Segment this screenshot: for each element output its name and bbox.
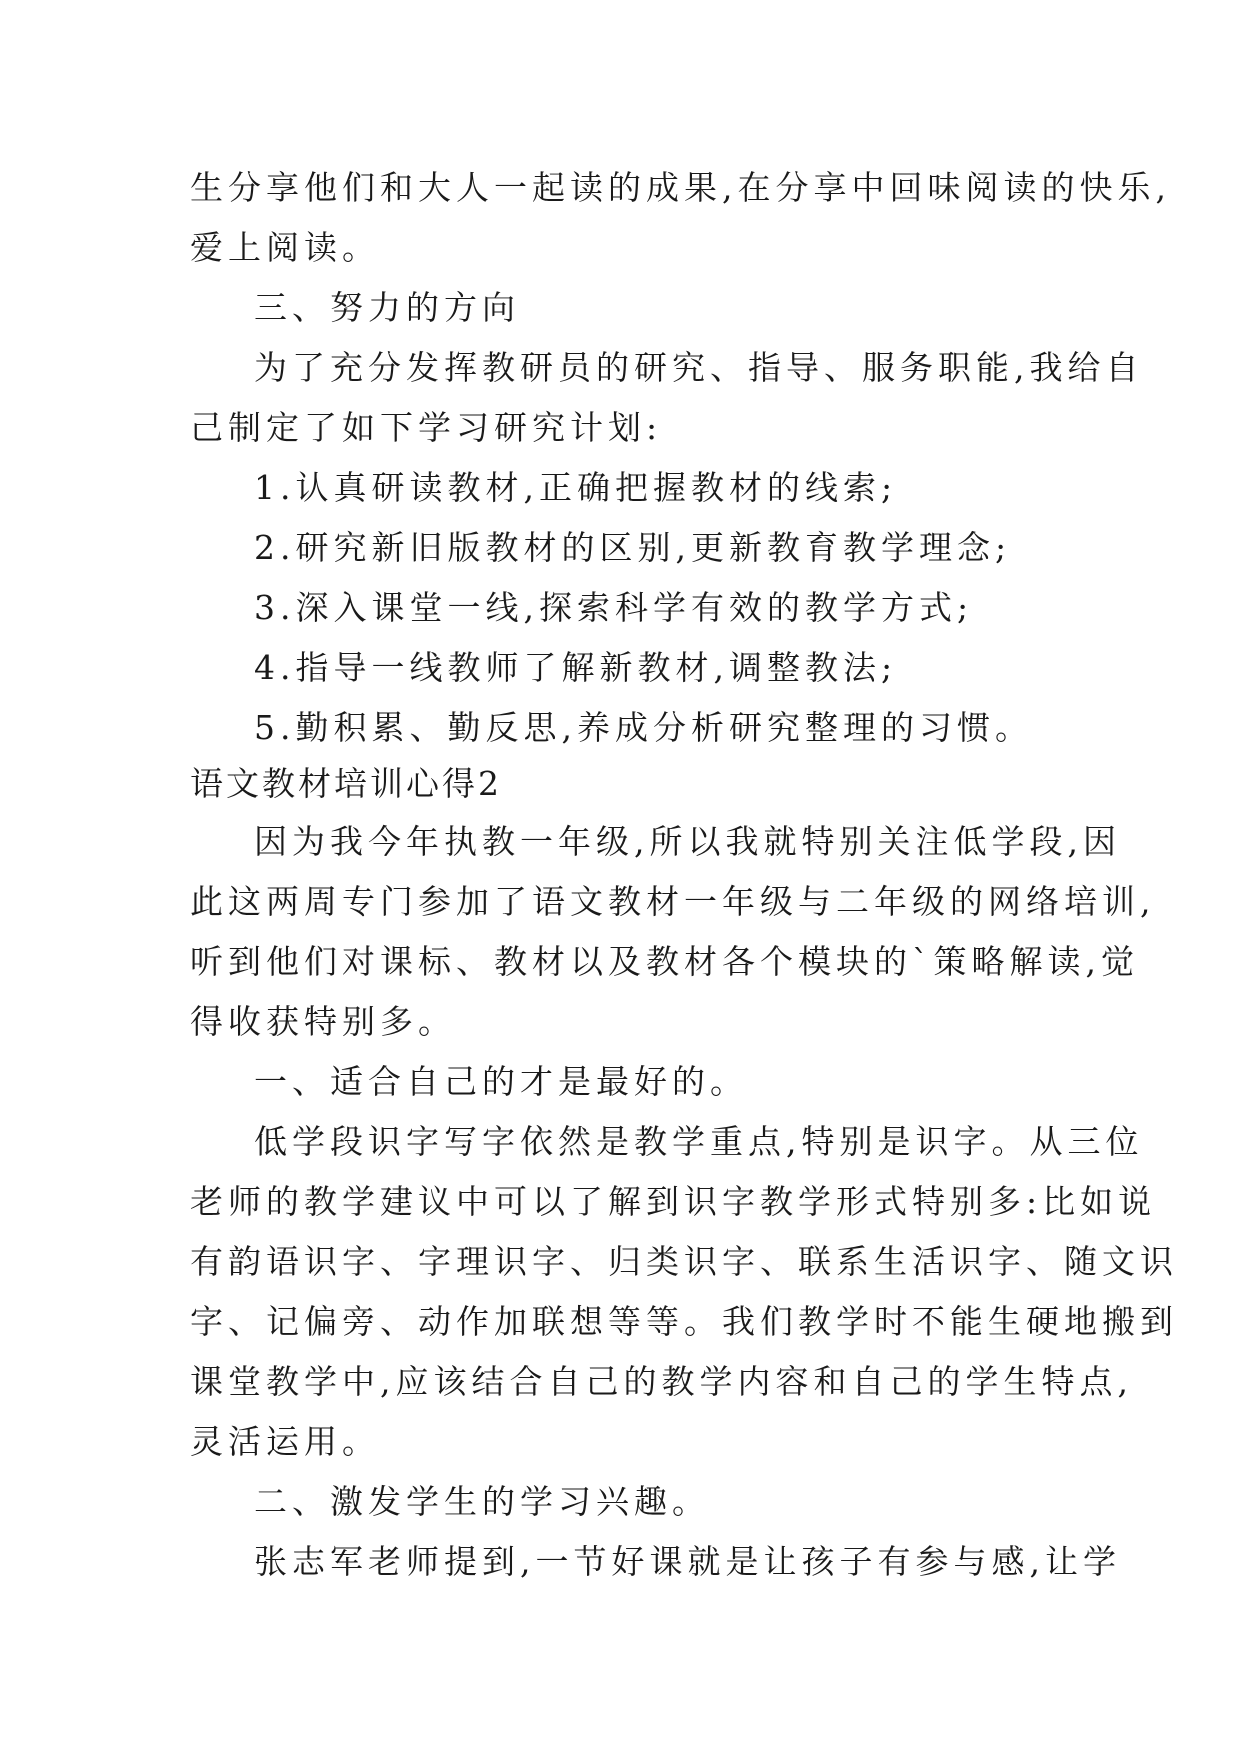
paragraph-line: 有韵语识字、字理识字、归类识字、联系生活识字、随文识 xyxy=(190,1242,1178,1281)
paragraph-line: 生分享他们和大人一起读的成果,在分享中回味阅读的快乐, xyxy=(190,168,1171,207)
paragraph-line: 字、记偏旁、动作加联想等等。我们教学时不能生硬地搬到 xyxy=(190,1302,1178,1341)
section-heading: 三、努力的方向 xyxy=(254,288,520,327)
paragraph-line: 张志军老师提到,一节好课就是让孩子有参与感,让学 xyxy=(254,1542,1121,1581)
article-title: 语文教材培训心得2 xyxy=(190,764,502,803)
paragraph-line: 为了充分发挥教研员的研究、指导、服务职能,我给自 xyxy=(254,348,1144,387)
list-item: 5.勤积累、勤反思,养成分析研究整理的习惯。 xyxy=(254,708,1033,747)
paragraph-line: 老师的教学建议中可以了解到识字教学形式特别多:比如说 xyxy=(190,1182,1157,1221)
list-item: 3.深入课堂一线,探索科学有效的教学方式; xyxy=(254,588,974,627)
section-heading: 二、激发学生的学习兴趣。 xyxy=(254,1482,710,1521)
paragraph-line: 低学段识字写字依然是教学重点,特别是识字。从三位 xyxy=(254,1122,1144,1161)
list-item: 1.认真研读教材,正确把握教材的线索; xyxy=(254,468,898,507)
paragraph-line: 因为我今年执教一年级,所以我就特别关注低学段,因 xyxy=(254,822,1121,861)
paragraph-line: 此这两周专门参加了语文教材一年级与二年级的网络培训, xyxy=(190,882,1156,921)
paragraph-line: 爱上阅读。 xyxy=(190,228,380,267)
paragraph-line: 灵活运用。 xyxy=(190,1422,380,1461)
paragraph-line: 听到他们对课标、教材以及教材各个模块的`策略解读,觉 xyxy=(190,942,1139,981)
list-item: 2.研究新旧版教材的区别,更新教育教学理念; xyxy=(254,528,1012,567)
list-item: 4.指导一线教师了解新教材,调整教法; xyxy=(254,648,898,687)
section-heading: 一、适合自己的才是最好的。 xyxy=(254,1062,748,1101)
paragraph-line: 课堂教学中,应该结合自己的教学内容和自己的学生特点, xyxy=(190,1362,1133,1401)
paragraph-line: 得收获特别多。 xyxy=(190,1002,456,1041)
paragraph-line: 己制定了如下学习研究计划: xyxy=(190,408,663,447)
